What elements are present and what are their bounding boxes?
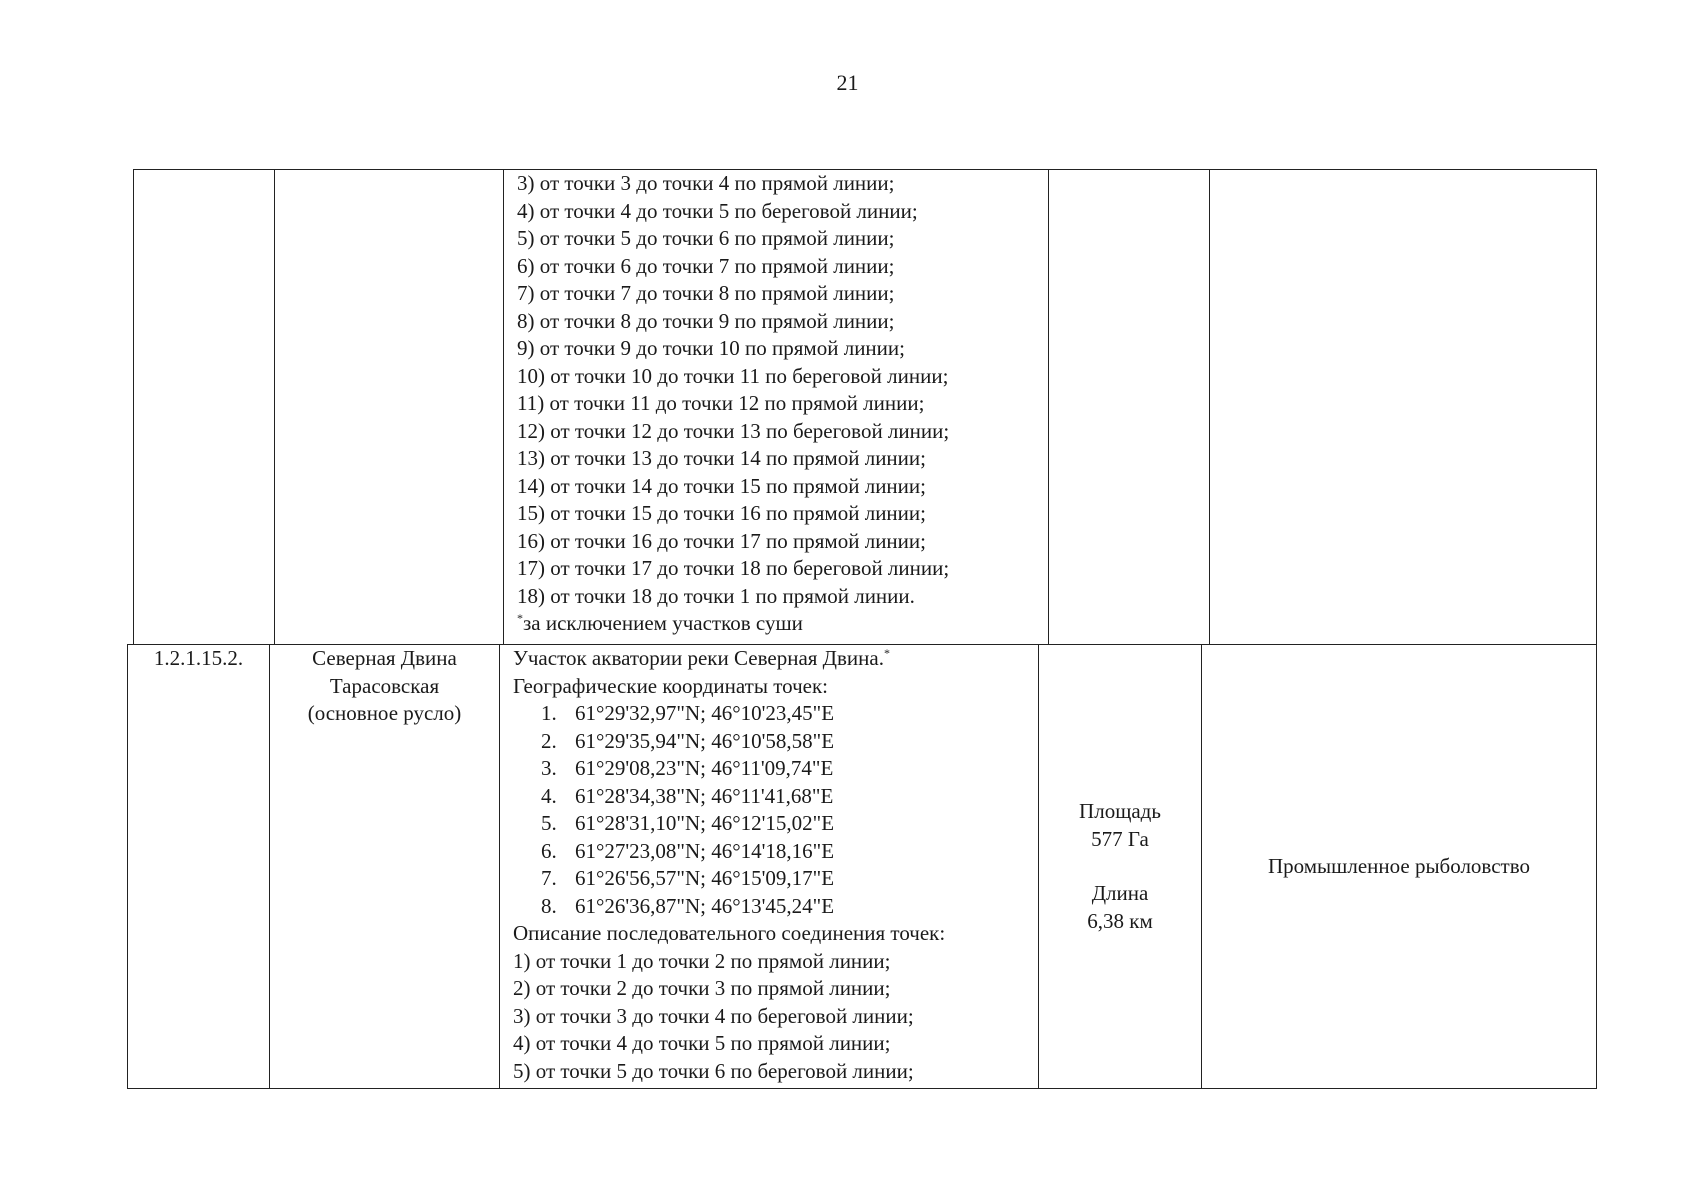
- name-line: Тарасовская: [329, 673, 440, 698]
- coordinate-number: 4.: [541, 783, 557, 808]
- connection-line: 18) от точки 18 до точки 1 по прямой линии.: [517, 583, 915, 608]
- number-cell: [128, 645, 270, 1089]
- connection-line: 5) от точки 5 до точки 6 по береговой линии;: [513, 1058, 914, 1083]
- connection-line: 8) от точки 8 до точки 9 по прямой линии;: [517, 308, 895, 333]
- coordinate-number: 3.: [541, 756, 557, 780]
- water-body-name: [270, 645, 499, 728]
- connection-line: 17) от точки 17 до точки 18 по береговой линии;: [517, 556, 950, 580]
- coordinate-value: 61°28'31,10"N; 46°12'15,02"E: [575, 811, 835, 835]
- coordinate-value: 61°29'35,94"N; 46°10'58,58"E: [575, 728, 835, 753]
- connection-line: 4) от точки 4 до точки 5 по прямой линии;: [513, 1031, 891, 1055]
- coordinate-value: 61°27'23,08"N; 46°14'18,16"E: [575, 838, 835, 863]
- section-table: [127, 644, 1597, 1089]
- number-cell: [134, 170, 275, 645]
- connection-lines: [517, 170, 1036, 610]
- connection-line: 12) от точки 12 до точки 13 по береговой линии;: [517, 418, 950, 443]
- connection-line: 3) от точки 3 до точки 4 по береговой линии;: [513, 1003, 914, 1028]
- footnote-mark: *: [517, 611, 523, 625]
- coordinate-item: [541, 783, 1026, 811]
- length-label: Длина: [1091, 881, 1149, 905]
- continuation-table: [133, 169, 1597, 645]
- coordinate-item: [541, 728, 1026, 756]
- purpose-cell: [1202, 645, 1597, 1089]
- coordinate-item: [541, 893, 1026, 921]
- connection-line: 2) от точки 2 до точки 3 по прямой линии;: [513, 976, 891, 1000]
- area-intro: [513, 645, 1026, 673]
- connection-line: 4) от точки 4 до точки 5 по береговой линии;: [517, 198, 918, 223]
- footnote-text: за исключением участков суши: [523, 611, 803, 635]
- coordinate-value: 61°26'36,87"N; 46°13'45,24"E: [575, 893, 835, 918]
- coordinates-list: [513, 700, 1026, 920]
- connection-line: 15) от точки 15 до точки 16 по прямой линии;: [517, 501, 926, 525]
- table-row: [128, 645, 1597, 1089]
- coordinate-number: 6.: [541, 838, 557, 863]
- coordinate-item: [541, 755, 1026, 783]
- description-cell: [500, 645, 1039, 1089]
- description-cell: [504, 170, 1049, 645]
- coordinate-number: 8.: [541, 893, 557, 918]
- coordinate-item: [541, 810, 1026, 838]
- coordinate-item: [541, 700, 1026, 728]
- area-value: 577 Га: [1091, 826, 1149, 851]
- coords-heading: Географические координаты точек:: [513, 673, 828, 698]
- coordinate-value: 61°29'08,23"N; 46°11'09,74"E: [575, 756, 834, 780]
- connection-line: 14) от точки 14 до точки 15 по прямой линии;: [517, 473, 926, 498]
- connection-line: 13) от точки 13 до точки 14 по прямой линии;: [517, 446, 926, 470]
- connection-line: 9) от точки 9 до точки 10 по прямой линии;: [517, 336, 905, 360]
- coordinate-number: 5.: [541, 811, 557, 835]
- name-cell: [270, 645, 500, 1089]
- name-line: Северная Двина: [312, 646, 457, 670]
- page-number: 21: [836, 70, 859, 95]
- connection-lines: [513, 948, 1026, 1086]
- table-row: [134, 170, 1597, 645]
- connection-line: 16) от точки 16 до точки 17 по прямой линии;: [517, 528, 926, 553]
- name-line: (основное русло): [307, 701, 462, 725]
- connection-line: 10) от точки 10 до точки 11 по береговой линии;: [517, 363, 949, 388]
- name-cell: [275, 170, 504, 645]
- coordinate-number: 7.: [541, 866, 557, 890]
- coordinate-item: [541, 838, 1026, 866]
- coordinate-number: 1.: [541, 701, 557, 725]
- footnote-line: [517, 610, 1036, 638]
- purpose-text: Промышленное рыболовство: [1268, 853, 1530, 878]
- connection-heading: Описание последовательного соединения точек:: [513, 921, 946, 945]
- area-label: Площадь: [1079, 799, 1161, 823]
- connection-line: 5) от точки 5 до точки 6 по прямой линии;: [517, 226, 895, 250]
- intro-text: Участок акватории реки Северная Двина.: [513, 646, 884, 670]
- measure-cell: [1049, 170, 1210, 645]
- connection-line: 6) от точки 6 до точки 7 по прямой линии;: [517, 253, 895, 278]
- connection-line: 3) от точки 3 до точки 4 по прямой линии;: [517, 171, 895, 195]
- coordinate-item: [541, 865, 1026, 893]
- connection-line: 7) от точки 7 до точки 8 по прямой линии;: [517, 281, 895, 305]
- footnote-mark: *: [883, 646, 890, 660]
- coordinate-value: 61°26'56,57"N; 46°15'09,17"E: [575, 866, 835, 890]
- row-number: 1.2.1.15.2.: [153, 646, 244, 670]
- connection-line: 1) от точки 1 до точки 2 по прямой линии;: [513, 948, 891, 973]
- connection-line: 11) от точки 11 до точки 12 по прямой линии;: [517, 391, 925, 415]
- measure-cell: [1039, 645, 1202, 1089]
- length-value: 6,38 км: [1087, 908, 1153, 933]
- coordinate-value: 61°28'34,38"N; 46°11'41,68"E: [575, 783, 834, 808]
- coordinate-value: 61°29'32,97"N; 46°10'23,45"E: [575, 701, 835, 725]
- coordinate-number: 2.: [541, 728, 557, 753]
- purpose-cell: [1210, 170, 1597, 645]
